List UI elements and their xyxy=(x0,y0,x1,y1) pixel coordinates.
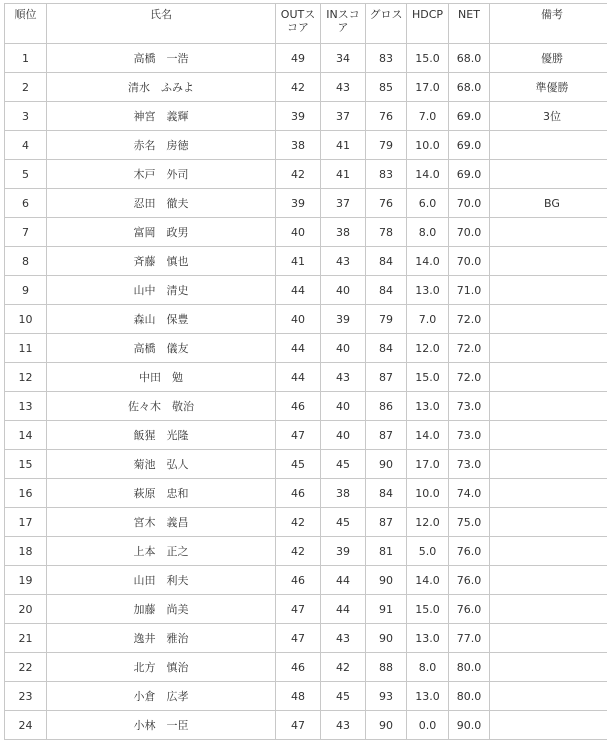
name-cell: 菊池 弘人 xyxy=(47,450,276,479)
table-row xyxy=(5,653,607,682)
gross-cell: 91 xyxy=(366,595,407,624)
table-row xyxy=(5,73,607,102)
out-score-cell: 47 xyxy=(276,624,321,653)
table-row xyxy=(5,44,607,73)
remarks-cell xyxy=(490,392,607,421)
in-score-cell: 44 xyxy=(321,566,366,595)
net-cell: 68.0 xyxy=(449,44,490,73)
hdcp-cell: 14.0 xyxy=(407,160,449,189)
name-cell: 北方 慎治 xyxy=(47,653,276,682)
name-cell: 佐々木 敬治 xyxy=(47,392,276,421)
table-row xyxy=(5,189,607,218)
rank-cell: 20 xyxy=(5,595,47,624)
name-cell: 山中 清史 xyxy=(47,276,276,305)
rank-cell: 19 xyxy=(5,566,47,595)
out-score-cell: 47 xyxy=(276,711,321,740)
rank-cell: 9 xyxy=(5,276,47,305)
remarks-cell xyxy=(490,682,607,711)
gross-cell: 76 xyxy=(366,189,407,218)
header-net: NET xyxy=(449,4,490,44)
net-cell: 70.0 xyxy=(449,218,490,247)
hdcp-cell: 13.0 xyxy=(407,682,449,711)
net-cell: 90.0 xyxy=(449,711,490,740)
table-row xyxy=(5,218,607,247)
table-row xyxy=(5,247,607,276)
rank-cell: 14 xyxy=(5,421,47,450)
net-cell: 68.0 xyxy=(449,73,490,102)
remarks-cell: BG xyxy=(490,189,607,218)
in-score-cell: 42 xyxy=(321,653,366,682)
rank-cell: 5 xyxy=(5,160,47,189)
header-in-score: INスコア xyxy=(321,4,366,44)
table-row xyxy=(5,566,607,595)
table-row xyxy=(5,595,607,624)
gross-cell: 87 xyxy=(366,421,407,450)
in-score-cell: 34 xyxy=(321,44,366,73)
header-gross: グロス xyxy=(366,4,407,44)
out-score-cell: 46 xyxy=(276,479,321,508)
name-cell: 山田 利夫 xyxy=(47,566,276,595)
rank-cell: 15 xyxy=(5,450,47,479)
net-cell: 69.0 xyxy=(449,102,490,131)
rank-cell: 3 xyxy=(5,102,47,131)
net-cell: 80.0 xyxy=(449,682,490,711)
remarks-cell xyxy=(490,479,607,508)
out-score-cell: 47 xyxy=(276,595,321,624)
table-row xyxy=(5,363,607,392)
out-score-cell: 38 xyxy=(276,131,321,160)
header-hdcp: HDCP xyxy=(407,4,449,44)
hdcp-cell: 15.0 xyxy=(407,44,449,73)
table-row xyxy=(5,537,607,566)
table-row xyxy=(5,276,607,305)
remarks-cell xyxy=(490,276,607,305)
name-cell: 小倉 広孝 xyxy=(47,682,276,711)
rank-cell: 10 xyxy=(5,305,47,334)
remarks-cell: 3位 xyxy=(490,102,607,131)
out-score-cell: 40 xyxy=(276,305,321,334)
table-row xyxy=(5,508,607,537)
table-row xyxy=(5,160,607,189)
gross-cell: 81 xyxy=(366,537,407,566)
gross-cell: 76 xyxy=(366,102,407,131)
hdcp-cell: 15.0 xyxy=(407,363,449,392)
in-score-cell: 43 xyxy=(321,711,366,740)
out-score-cell: 44 xyxy=(276,363,321,392)
table-row xyxy=(5,305,607,334)
rank-cell: 8 xyxy=(5,247,47,276)
name-cell: 宮木 義昌 xyxy=(47,508,276,537)
rank-cell: 12 xyxy=(5,363,47,392)
table-row xyxy=(5,450,607,479)
in-score-cell: 39 xyxy=(321,537,366,566)
hdcp-cell: 13.0 xyxy=(407,392,449,421)
hdcp-cell: 8.0 xyxy=(407,218,449,247)
rank-cell: 11 xyxy=(5,334,47,363)
gross-cell: 84 xyxy=(366,247,407,276)
gross-cell: 87 xyxy=(366,363,407,392)
header-name: 氏名 xyxy=(47,4,276,44)
in-score-cell: 43 xyxy=(321,624,366,653)
hdcp-cell: 8.0 xyxy=(407,653,449,682)
remarks-cell xyxy=(490,160,607,189)
net-cell: 73.0 xyxy=(449,450,490,479)
hdcp-cell: 6.0 xyxy=(407,189,449,218)
gross-cell: 85 xyxy=(366,73,407,102)
out-score-cell: 49 xyxy=(276,44,321,73)
table-row xyxy=(5,682,607,711)
net-cell: 76.0 xyxy=(449,566,490,595)
gross-cell: 90 xyxy=(366,711,407,740)
out-score-cell: 46 xyxy=(276,566,321,595)
remarks-cell: 優勝 xyxy=(490,44,607,73)
hdcp-cell: 0.0 xyxy=(407,711,449,740)
rank-cell: 18 xyxy=(5,537,47,566)
table-header-row xyxy=(5,4,607,44)
remarks-cell: 準優勝 xyxy=(490,73,607,102)
hdcp-cell: 12.0 xyxy=(407,334,449,363)
rank-cell: 23 xyxy=(5,682,47,711)
net-cell: 74.0 xyxy=(449,479,490,508)
remarks-cell xyxy=(490,450,607,479)
out-score-cell: 44 xyxy=(276,276,321,305)
table-row xyxy=(5,421,607,450)
name-cell: 上本 正之 xyxy=(47,537,276,566)
out-score-cell: 42 xyxy=(276,508,321,537)
out-score-cell: 39 xyxy=(276,189,321,218)
net-cell: 77.0 xyxy=(449,624,490,653)
in-score-cell: 38 xyxy=(321,218,366,247)
remarks-cell xyxy=(490,595,607,624)
rank-cell: 4 xyxy=(5,131,47,160)
name-cell: 富岡 政男 xyxy=(47,218,276,247)
rank-cell: 21 xyxy=(5,624,47,653)
out-score-cell: 42 xyxy=(276,73,321,102)
gross-cell: 83 xyxy=(366,44,407,73)
remarks-cell xyxy=(490,363,607,392)
out-score-cell: 44 xyxy=(276,334,321,363)
rank-cell: 2 xyxy=(5,73,47,102)
rank-cell: 7 xyxy=(5,218,47,247)
table-row xyxy=(5,711,607,740)
name-cell: 神宮 義輝 xyxy=(47,102,276,131)
hdcp-cell: 12.0 xyxy=(407,508,449,537)
gross-cell: 84 xyxy=(366,276,407,305)
name-cell: 小林 一臣 xyxy=(47,711,276,740)
remarks-cell xyxy=(490,334,607,363)
name-cell: 赤名 房徳 xyxy=(47,131,276,160)
name-cell: 斉藤 慎也 xyxy=(47,247,276,276)
gross-cell: 79 xyxy=(366,131,407,160)
in-score-cell: 44 xyxy=(321,595,366,624)
in-score-cell: 45 xyxy=(321,450,366,479)
in-score-cell: 40 xyxy=(321,421,366,450)
table-row xyxy=(5,479,607,508)
name-cell: 森山 保豊 xyxy=(47,305,276,334)
gross-cell: 79 xyxy=(366,305,407,334)
in-score-cell: 40 xyxy=(321,276,366,305)
remarks-cell xyxy=(490,653,607,682)
name-cell: 忍田 徹夫 xyxy=(47,189,276,218)
name-cell: 加藤 尚美 xyxy=(47,595,276,624)
net-cell: 76.0 xyxy=(449,537,490,566)
out-score-cell: 46 xyxy=(276,392,321,421)
net-cell: 69.0 xyxy=(449,160,490,189)
remarks-cell xyxy=(490,131,607,160)
name-cell: 逸井 雅治 xyxy=(47,624,276,653)
hdcp-cell: 13.0 xyxy=(407,276,449,305)
rank-cell: 24 xyxy=(5,711,47,740)
out-score-cell: 39 xyxy=(276,102,321,131)
gross-cell: 84 xyxy=(366,479,407,508)
net-cell: 72.0 xyxy=(449,363,490,392)
name-cell: 高橋 一浩 xyxy=(47,44,276,73)
name-cell: 清水 ふみよ xyxy=(47,73,276,102)
hdcp-cell: 14.0 xyxy=(407,421,449,450)
gross-cell: 90 xyxy=(366,566,407,595)
table-row xyxy=(5,392,607,421)
in-score-cell: 40 xyxy=(321,392,366,421)
out-score-cell: 40 xyxy=(276,218,321,247)
name-cell: 木戸 外司 xyxy=(47,160,276,189)
gross-cell: 87 xyxy=(366,508,407,537)
out-score-cell: 47 xyxy=(276,421,321,450)
hdcp-cell: 10.0 xyxy=(407,479,449,508)
net-cell: 72.0 xyxy=(449,334,490,363)
in-score-cell: 39 xyxy=(321,305,366,334)
hdcp-cell: 14.0 xyxy=(407,247,449,276)
gross-cell: 86 xyxy=(366,392,407,421)
out-score-cell: 41 xyxy=(276,247,321,276)
hdcp-cell: 7.0 xyxy=(407,305,449,334)
remarks-cell xyxy=(490,508,607,537)
hdcp-cell: 7.0 xyxy=(407,102,449,131)
remarks-cell xyxy=(490,566,607,595)
header-out-score: OUTスコア xyxy=(276,4,321,44)
out-score-cell: 42 xyxy=(276,160,321,189)
gross-cell: 90 xyxy=(366,624,407,653)
rank-cell: 22 xyxy=(5,653,47,682)
header-remarks: 備考 xyxy=(490,4,607,44)
remarks-cell xyxy=(490,711,607,740)
hdcp-cell: 17.0 xyxy=(407,73,449,102)
net-cell: 73.0 xyxy=(449,392,490,421)
results-table xyxy=(4,3,607,740)
remarks-cell xyxy=(490,305,607,334)
table-row xyxy=(5,624,607,653)
net-cell: 72.0 xyxy=(449,305,490,334)
net-cell: 70.0 xyxy=(449,189,490,218)
gross-cell: 90 xyxy=(366,450,407,479)
net-cell: 75.0 xyxy=(449,508,490,537)
remarks-cell xyxy=(490,421,607,450)
in-score-cell: 43 xyxy=(321,363,366,392)
out-score-cell: 45 xyxy=(276,450,321,479)
net-cell: 80.0 xyxy=(449,653,490,682)
in-score-cell: 43 xyxy=(321,247,366,276)
gross-cell: 83 xyxy=(366,160,407,189)
remarks-cell xyxy=(490,247,607,276)
hdcp-cell: 17.0 xyxy=(407,450,449,479)
in-score-cell: 45 xyxy=(321,682,366,711)
in-score-cell: 37 xyxy=(321,189,366,218)
in-score-cell: 40 xyxy=(321,334,366,363)
remarks-cell xyxy=(490,624,607,653)
rank-cell: 6 xyxy=(5,189,47,218)
net-cell: 73.0 xyxy=(449,421,490,450)
gross-cell: 88 xyxy=(366,653,407,682)
remarks-cell xyxy=(490,218,607,247)
hdcp-cell: 10.0 xyxy=(407,131,449,160)
name-cell: 中田 勉 xyxy=(47,363,276,392)
out-score-cell: 48 xyxy=(276,682,321,711)
net-cell: 69.0 xyxy=(449,131,490,160)
name-cell: 萩原 忠和 xyxy=(47,479,276,508)
net-cell: 70.0 xyxy=(449,247,490,276)
in-score-cell: 38 xyxy=(321,479,366,508)
rank-cell: 1 xyxy=(5,44,47,73)
name-cell: 飯猩 光隆 xyxy=(47,421,276,450)
net-cell: 76.0 xyxy=(449,595,490,624)
hdcp-cell: 14.0 xyxy=(407,566,449,595)
table-row xyxy=(5,334,607,363)
in-score-cell: 41 xyxy=(321,160,366,189)
gross-cell: 78 xyxy=(366,218,407,247)
rank-cell: 13 xyxy=(5,392,47,421)
in-score-cell: 37 xyxy=(321,102,366,131)
hdcp-cell: 13.0 xyxy=(407,624,449,653)
rank-cell: 17 xyxy=(5,508,47,537)
remarks-cell xyxy=(490,537,607,566)
gross-cell: 84 xyxy=(366,334,407,363)
gross-cell: 93 xyxy=(366,682,407,711)
hdcp-cell: 5.0 xyxy=(407,537,449,566)
out-score-cell: 42 xyxy=(276,537,321,566)
table-row xyxy=(5,102,607,131)
rank-cell: 16 xyxy=(5,479,47,508)
header-rank: 順位 xyxy=(5,4,47,44)
table-row xyxy=(5,131,607,160)
hdcp-cell: 15.0 xyxy=(407,595,449,624)
out-score-cell: 46 xyxy=(276,653,321,682)
net-cell: 71.0 xyxy=(449,276,490,305)
in-score-cell: 41 xyxy=(321,131,366,160)
in-score-cell: 45 xyxy=(321,508,366,537)
in-score-cell: 43 xyxy=(321,73,366,102)
name-cell: 高橋 儀友 xyxy=(47,334,276,363)
